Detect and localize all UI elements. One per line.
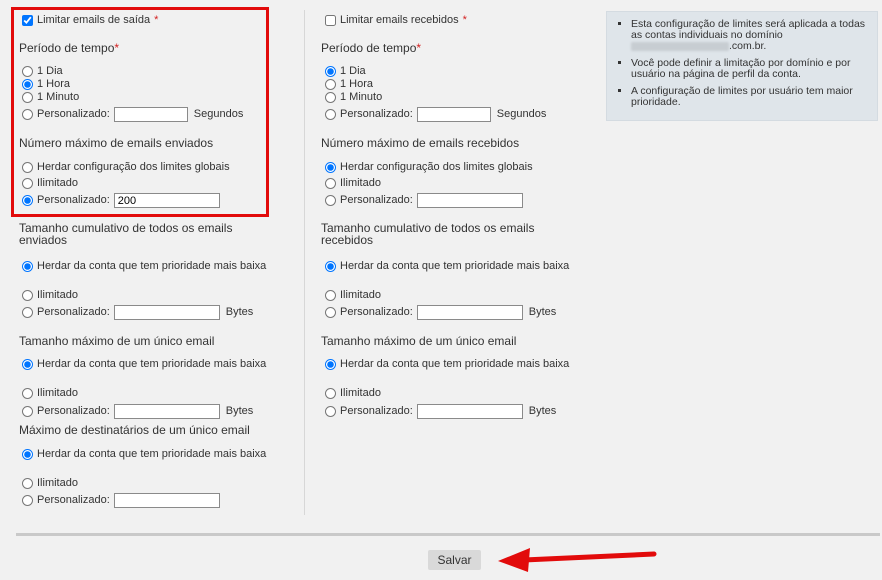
- in-single-bytes-input[interactable]: [417, 404, 523, 419]
- in-period-1minuto: [325, 91, 382, 104]
- in-period-1hora-radio[interactable]: [325, 79, 336, 90]
- limit-incoming-checkbox[interactable]: [325, 15, 336, 26]
- in-single-inherit-radio[interactable]: [325, 359, 336, 370]
- out-period-custom-radio[interactable]: [22, 109, 33, 120]
- out-period-1hora-radio[interactable]: [22, 79, 33, 90]
- out-period-1hora-label: 1 Hora: [37, 78, 71, 90]
- in-max-unlimited: [325, 177, 381, 190]
- out-max-title: Número máximo de emails enviados: [19, 136, 214, 150]
- out-recipients-title: Máximo de destinatários de um único email: [19, 423, 250, 437]
- in-max-custom: [325, 193, 523, 208]
- required-mark: *: [114, 41, 120, 55]
- footer-divider: [16, 533, 880, 536]
- in-seconds-unit: Segundos: [496, 108, 547, 120]
- limit-incoming-label: Limitar emails recebidos: [340, 14, 459, 26]
- out-cumulative-inherit-radio[interactable]: [22, 261, 33, 272]
- arrow-annotation-icon: [494, 544, 664, 574]
- out-single-title: Tamanho máximo de um único email: [19, 334, 215, 348]
- in-cumulative-title: Tamanho cumulativo de todos os emails recebidos: [321, 221, 535, 247]
- out-recipients-custom-label: Personalizado:: [37, 494, 110, 506]
- out-max-custom-input[interactable]: [114, 193, 220, 208]
- out-single-bytes-input[interactable]: [114, 404, 220, 419]
- in-period-1dia-radio[interactable]: [325, 66, 336, 77]
- in-cumulative-inherit-label: Herdar da conta que tem prioridade mais baixa: [340, 260, 570, 272]
- out-cumulative-title: Tamanho cumulativo de todos os emails enviados: [19, 221, 233, 247]
- in-single-custom-radio[interactable]: [325, 406, 336, 417]
- column-divider: [304, 10, 305, 515]
- limit-outgoing-label: Limitar emails de saída: [37, 14, 151, 26]
- in-period-1hora: [325, 78, 373, 91]
- in-period-1minuto-label: 1 Minuto: [340, 91, 383, 103]
- in-single-title: Tamanho máximo de um único email: [321, 334, 517, 348]
- in-single-custom-label: Personalizado:: [340, 405, 413, 417]
- in-cumulative-custom-label: Personalizado:: [340, 306, 413, 318]
- required-mark: *: [462, 14, 467, 26]
- info-item-priority: ▪ A configuração de limites por usuário tem maior prioridade.: [631, 86, 869, 108]
- out-period-1dia-label: 1 Dia: [37, 65, 63, 77]
- limit-incoming-row: [325, 14, 467, 27]
- out-cumulative-custom-label: Personalizado:: [37, 306, 110, 318]
- out-cumulative-unlimited-label: Ilimitado: [37, 289, 78, 301]
- in-single-custom: [325, 404, 556, 419]
- in-single-inherit-label: Herdar da conta que tem prioridade mais baixa: [340, 358, 570, 370]
- out-single-custom: [22, 404, 253, 419]
- info-item-profile: ▪ Você pode definir a limitação por domínio e por usuário na página de perfil da conta.: [631, 58, 869, 80]
- info-item-domain-suffix: .com.br.: [729, 40, 767, 52]
- out-period-custom: [22, 107, 243, 122]
- in-cumulative-custom-radio[interactable]: [325, 307, 336, 318]
- out-period-1minuto: [22, 91, 79, 104]
- out-recipients-inherit-radio[interactable]: [22, 449, 33, 460]
- out-single-bytes-unit: Bytes: [225, 405, 254, 417]
- in-max-custom-label: Personalizado:: [340, 194, 413, 206]
- in-max-unlimited-radio[interactable]: [325, 178, 336, 189]
- out-recipients-unlimited-radio[interactable]: [22, 478, 33, 489]
- in-period-1dia-label: 1 Dia: [340, 65, 366, 77]
- out-period-1dia-radio[interactable]: [22, 66, 33, 77]
- redacted-domain: [631, 42, 729, 51]
- out-recipients-unlimited-label: Ilimitado: [37, 477, 78, 489]
- out-period-seconds-input[interactable]: [114, 107, 188, 122]
- in-cumulative-inherit: [325, 260, 580, 272]
- out-recipients-inherit: [22, 448, 277, 460]
- in-period-custom-radio[interactable]: [325, 109, 336, 120]
- out-period-custom-label: Personalizado:: [37, 108, 110, 120]
- out-single-custom-radio[interactable]: [22, 406, 33, 417]
- limit-outgoing-checkbox[interactable]: [22, 15, 33, 26]
- save-button[interactable]: Salvar: [428, 550, 481, 570]
- in-max-inherit-label: Herdar configuração dos limites globais: [340, 161, 533, 173]
- in-max-inherit: [325, 161, 533, 174]
- out-single-unlimited-label: Ilimitado: [37, 387, 78, 399]
- out-recipients-custom-input[interactable]: [114, 493, 220, 508]
- out-recipients-custom: [22, 493, 220, 508]
- out-cumulative-custom-radio[interactable]: [22, 307, 33, 318]
- in-cumulative-bytes-unit: Bytes: [528, 306, 557, 318]
- out-cumulative-custom: [22, 305, 253, 320]
- in-cumulative-inherit-radio[interactable]: [325, 261, 336, 272]
- out-cumulative-bytes-input[interactable]: [114, 305, 220, 320]
- out-single-unlimited: [22, 387, 78, 400]
- out-max-inherit: [22, 161, 230, 174]
- out-cumulative-inherit: [22, 260, 277, 272]
- in-cumulative-custom: [325, 305, 556, 320]
- in-max-custom-input[interactable]: [417, 193, 523, 208]
- info-box: [606, 11, 878, 121]
- in-single-inherit: [325, 358, 580, 370]
- limit-outgoing-row: [22, 14, 158, 27]
- info-item-domain-text: Esta configuração de limites será aplicada a todas as contas individuais no domínio: [631, 18, 866, 41]
- in-period-title: [321, 42, 421, 55]
- in-single-unlimited-label: Ilimitado: [340, 387, 381, 399]
- required-mark: *: [154, 14, 159, 26]
- out-max-inherit-label: Herdar configuração dos limites globais: [37, 161, 230, 173]
- out-seconds-unit: Segundos: [193, 108, 244, 120]
- out-cumulative-unlimited: [22, 289, 78, 302]
- in-cumulative-bytes-input[interactable]: [417, 305, 523, 320]
- out-recipients-inherit-label: Herdar da conta que tem prioridade mais baixa: [37, 448, 267, 460]
- out-max-custom-radio[interactable]: [22, 195, 33, 206]
- in-period-custom-label: Personalizado:: [340, 108, 413, 120]
- out-max-custom-label: Personalizado:: [37, 194, 110, 206]
- in-single-unlimited: [325, 387, 381, 400]
- out-max-unlimited-label: Ilimitado: [37, 177, 78, 189]
- out-max-unlimited-radio[interactable]: [22, 178, 33, 189]
- in-max-inherit-radio[interactable]: [325, 162, 336, 173]
- out-single-unlimited-radio[interactable]: [22, 388, 33, 399]
- out-period-title: [19, 42, 119, 55]
- in-cumulative-unlimited-radio[interactable]: [325, 290, 336, 301]
- out-period-1hora: [22, 78, 70, 91]
- out-single-inherit-radio[interactable]: [22, 359, 33, 370]
- in-max-custom-radio[interactable]: [325, 195, 336, 206]
- out-max-unlimited: [22, 177, 78, 190]
- out-recipients-unlimited: [22, 477, 78, 490]
- in-single-bytes-unit: Bytes: [528, 405, 557, 417]
- in-max-title: Número máximo de emails recebidos: [321, 136, 520, 150]
- out-cumulative-unlimited-radio[interactable]: [22, 290, 33, 301]
- in-period-title-text: Período de tempo: [321, 41, 417, 55]
- out-max-inherit-radio[interactable]: [22, 162, 33, 173]
- required-mark: *: [416, 41, 422, 55]
- out-single-custom-label: Personalizado:: [37, 405, 110, 417]
- out-period-1dia: [22, 65, 63, 78]
- in-single-unlimited-radio[interactable]: [325, 388, 336, 399]
- out-cumulative-inherit-label: Herdar da conta que tem prioridade mais baixa: [37, 260, 267, 272]
- out-period-1minuto-radio[interactable]: [22, 92, 33, 103]
- in-period-custom: [325, 107, 546, 122]
- out-cumulative-bytes-unit: Bytes: [225, 306, 254, 318]
- in-period-1dia: [325, 65, 366, 78]
- in-max-unlimited-label: Ilimitado: [340, 177, 381, 189]
- out-period-1minuto-label: 1 Minuto: [37, 91, 80, 103]
- in-period-seconds-input[interactable]: [417, 107, 491, 122]
- out-max-custom: [22, 193, 220, 208]
- out-single-inherit: [22, 358, 277, 370]
- in-period-1hora-label: 1 Hora: [340, 78, 374, 90]
- out-period-title-text: Período de tempo: [19, 41, 115, 55]
- info-list: [617, 19, 869, 108]
- in-period-1minuto-radio[interactable]: [325, 92, 336, 103]
- in-cumulative-unlimited-label: Ilimitado: [340, 289, 381, 301]
- out-single-inherit-label: Herdar da conta que tem prioridade mais baixa: [37, 358, 267, 370]
- in-cumulative-unlimited: [325, 289, 381, 302]
- info-item-domain: [631, 19, 869, 52]
- out-recipients-custom-radio[interactable]: [22, 495, 33, 506]
